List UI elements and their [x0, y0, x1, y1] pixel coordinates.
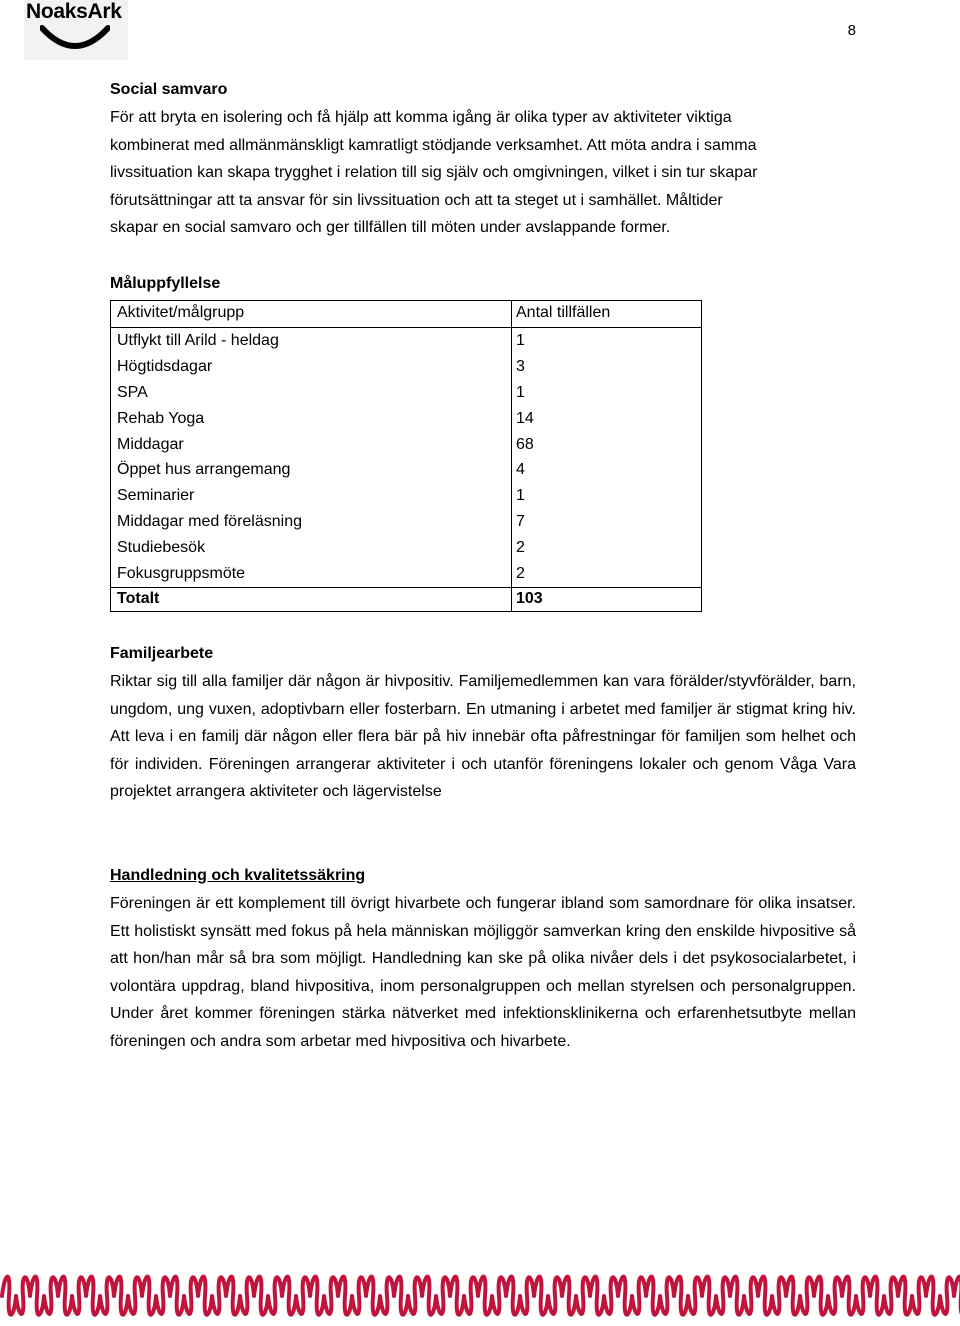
table-row	[111, 436, 701, 462]
logo	[24, 0, 128, 60]
social-line: livssituation kan skapa trygghet i relation till sig själv och omgivningen, vilket i sin tur skapar	[110, 164, 758, 182]
table-row	[111, 487, 701, 513]
count-cell: 4	[516, 461, 525, 479]
count-cell: 2	[516, 539, 525, 557]
column-header-count: Antal tillfällen	[516, 304, 611, 321]
count-cell: 1	[516, 332, 525, 349]
count-cell: 3	[516, 357, 525, 375]
family-section	[110, 644, 856, 806]
table-divider	[111, 587, 701, 588]
count-cell: 14	[516, 409, 534, 427]
goals-table	[110, 300, 702, 612]
social-line: För att bryta en isolering och få hjälp att komma igång är olika typer av aktiviteter viktiga	[110, 109, 732, 126]
column-header-activity: Aktivitet/målgrupp	[117, 304, 245, 321]
total-label: Totalt	[117, 590, 160, 607]
activity-cell: Middagar	[117, 435, 184, 453]
activity-cell: Middagar med föreläsning	[117, 513, 302, 531]
goals-heading: Måluppfyllelse	[110, 275, 221, 292]
decorative-footer-pattern	[0, 1262, 960, 1326]
table-divider	[111, 327, 701, 328]
count-cell: 68	[516, 435, 534, 453]
supervision-text: Föreningen är ett komplement till övrigt hivarbete och fungerar ibland som samordnare för olika insatser. Ett holistiskt synsätt med fokus på hela människan möjliggör samverkan kring den enskilde hivpositive så att hon/han mår så bra som möjligt. Handledning kan ske på olika nivåer dels i det psykosocialarbetet, i volontära uppdrag, bland hivpositiva, inom personalgruppen och mellan styrelsen och personalgruppen. Under året kommer föreningen stärka nätverket med infektionsklinikerna och erfarenhetsutbyte mellan föreningen och andra som arbetar med hivpositiva och hivarbete.	[110, 895, 856, 1050]
table-row	[111, 384, 701, 410]
social-heading: Social samvaro	[110, 81, 228, 98]
page-number: 8	[847, 22, 856, 39]
total-value: 103	[516, 590, 543, 607]
table-row	[111, 332, 701, 358]
activity-cell: Fokusgruppsmöte	[117, 565, 246, 583]
activity-cell: SPA	[117, 383, 148, 401]
activity-cell: Studiebesök	[117, 539, 206, 557]
activity-cell: Öppet hus arrangemang	[117, 461, 291, 479]
table-row	[111, 513, 701, 539]
family-heading: Familjearbete	[110, 645, 214, 662]
count-cell: 2	[516, 565, 525, 583]
count-cell: 1	[516, 383, 525, 401]
activity-cell: Utflykt till Arild - heldag	[117, 332, 279, 349]
table-row	[111, 461, 701, 487]
logo-text: NoaksArk	[26, 0, 122, 23]
social-line: skapar en social samvaro och ger tillfällen till möten under avslappande former.	[110, 219, 671, 237]
supervision-section	[110, 866, 856, 1056]
table-row	[111, 410, 701, 436]
count-cell: 7	[516, 513, 525, 531]
table-row	[111, 539, 701, 565]
activity-cell: Seminarier	[117, 487, 195, 505]
activity-cell: Högtidsdagar	[117, 357, 213, 375]
count-cell: 1	[516, 487, 525, 505]
family-text: Riktar sig till alla familjer där någon är hivpositiv. Familjemedlemmen kan vara förälder/styvförälder, barn, ungdom, ung vuxen, adoptivbarn eller fosterbarn. En utmaning i arbetet med familjer är stigmat kring hiv. Att leva i en familj där någon eller flera bär på hiv innebär ofta påfrestningar för familjen som helhet och för individen. Föreningen arrangerar aktiviteter i och utanför föreningens lokaler och genom Våga Vara projektet arrangera aktiviteter och lägervistelse	[110, 673, 856, 801]
activity-cell: Rehab Yoga	[117, 409, 205, 427]
table-body	[111, 332, 701, 591]
social-line: kombinerat med allmänmänskligt kamratligt stödjande verksamhet. Att möta andra i samma	[110, 136, 757, 154]
social-line: förutsättningar att ta ansvar för sin livssituation och att ta steget ut i samhället. Måltider	[110, 191, 723, 209]
table-row	[111, 358, 701, 384]
supervision-heading: Handledning och kvalitetssäkring	[110, 867, 366, 884]
social-section	[110, 80, 856, 242]
ark-bowl-icon	[40, 24, 110, 58]
